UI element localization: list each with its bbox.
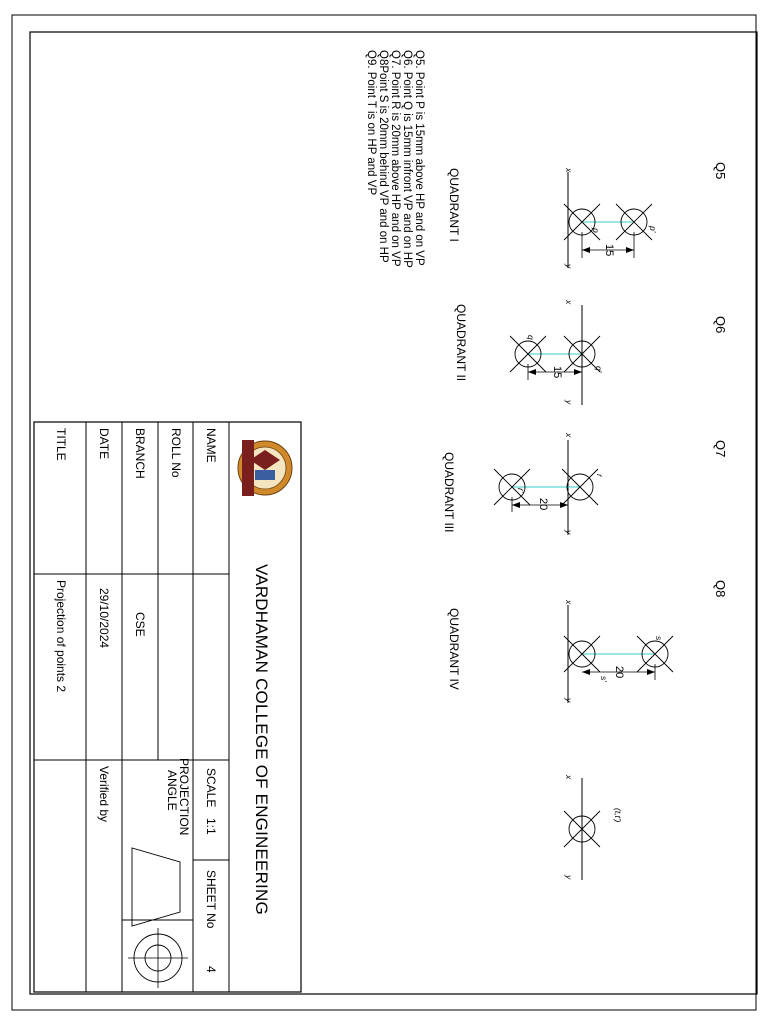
q6-statement: Q6. Point Q is 15mm infront VP and on HP <box>401 50 413 268</box>
q6-y-label: y <box>564 400 574 405</box>
college-name: VARDHAMAN COLLEGE OF ENGINEERING <box>252 564 271 915</box>
projection-label: PROJECTION <box>177 758 191 836</box>
q8-statement: Q8Point S is 20mm behind VP and on HP <box>377 50 389 263</box>
q7-y-label: y <box>564 530 574 535</box>
q6-projection <box>510 305 600 405</box>
q5-quadrant-label: QUADRANT I <box>447 168 461 242</box>
q7-top-label: r <box>595 474 605 477</box>
q8-top-label: s <box>654 636 664 641</box>
roll-label: ROLL No <box>169 428 183 478</box>
q8-label: Q8 <box>713 580 728 598</box>
q5-label: Q5 <box>713 162 728 180</box>
q7-x-label: x <box>564 433 574 438</box>
scale-label: SCALE <box>204 768 218 808</box>
angle-label: ANGLE <box>165 770 179 811</box>
q6-top-label: q <box>526 335 536 340</box>
q9-point-label: (t,t') <box>613 808 623 823</box>
q7-statement: Q7. Point R is 20mm above HP and on VP <box>389 50 401 267</box>
college-logo <box>238 440 292 496</box>
q7-quadrant-label: QUADRANT III <box>442 452 456 533</box>
q8-x-label: x <box>564 600 574 605</box>
q5-statement: Q5. Point P is 15mm above HP and on VP <box>413 50 425 266</box>
sheet-value: 4 <box>204 966 218 973</box>
verified-by-label: Verified by <box>97 766 111 823</box>
q9-y-label: y <box>564 875 574 880</box>
q5-y-label: y <box>564 264 574 269</box>
date-value: 29/10/2024 <box>97 588 111 649</box>
q5-x-label: x <box>564 168 574 173</box>
branch-label: BRANCH <box>133 428 147 479</box>
projection-symbol-cone <box>132 848 180 926</box>
title-label: TITLE <box>54 428 68 461</box>
q9-x-label: x <box>564 775 574 780</box>
q5-top-label: p <box>591 228 601 233</box>
q6-dimension-value: 15 <box>551 366 563 379</box>
q9-projection <box>564 778 600 880</box>
q8-front-label: s' <box>599 676 609 682</box>
q5-dimension-value: 15 <box>603 244 615 257</box>
q8-projection <box>564 605 673 703</box>
scale-value: 1:1 <box>204 818 218 835</box>
sheet-label: SHEET No <box>204 870 218 929</box>
q9-statement: Q9. Point T is on HP and VP <box>365 50 377 196</box>
q6-x-label: x <box>564 300 574 305</box>
q7-dimension-value: 20 <box>537 498 549 511</box>
date-label: DATE <box>97 428 111 460</box>
name-label: NAME <box>204 428 218 463</box>
q6-label: Q6 <box>713 316 728 334</box>
q7-projection <box>494 440 598 535</box>
q8-quadrant-label: QUADRANT IV <box>447 608 461 690</box>
title-value: Projection of points 2 <box>54 580 68 693</box>
q7-front-label: r' <box>516 488 526 493</box>
q7-label: Q7 <box>713 440 728 458</box>
q6-front-label: q' <box>594 366 604 373</box>
q6-quadrant-label: QUADRANT II <box>454 304 468 382</box>
q8-y-label: y <box>564 698 574 703</box>
branch-value: CSE <box>133 612 147 637</box>
q8-dimension-value: 20 <box>613 666 625 679</box>
q5-front-label: p' <box>648 226 658 233</box>
